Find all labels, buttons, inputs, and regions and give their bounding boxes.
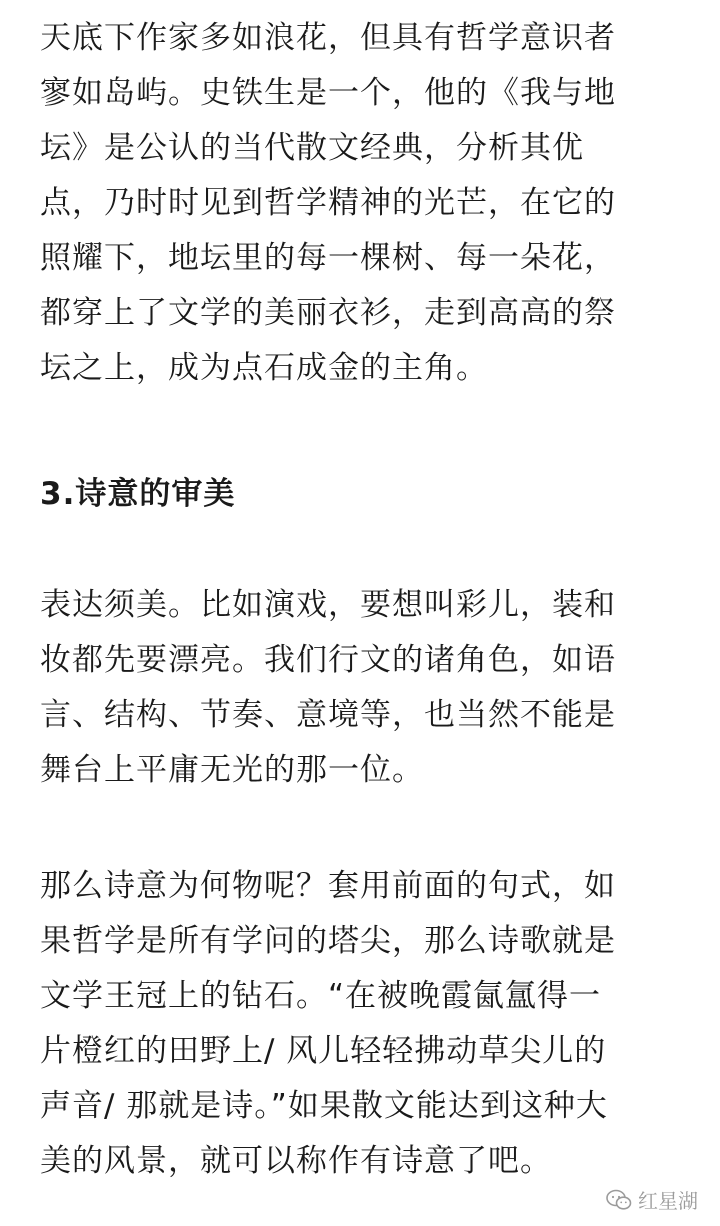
watermark-text: 红星湖 <box>638 1189 698 1213</box>
text-line: 那么诗意为何物呢？套用前面的句式，如 <box>40 868 616 904</box>
text-line: 言、结构、节奏、意境等，也当然不能是 <box>40 697 616 733</box>
text-line: 声音/ 那就是诗。”如果散文能达到这种大 <box>40 1088 608 1124</box>
text-line: 坛之上，成为点石成金的主角。 <box>40 350 488 386</box>
text-line: 片橙红的田野上/ 风儿轻轻拂动草尖儿的 <box>40 1033 607 1069</box>
section-heading: 3.诗意的审美 <box>40 476 236 512</box>
text-line: 果哲学是所有学问的塔尖，那么诗歌就是 <box>40 923 616 959</box>
text-line: 照耀下，地坛里的每一棵树、每一朵花， <box>40 240 616 276</box>
watermark <box>606 1185 698 1214</box>
text-line: 文学王冠上的钻石。“在被晚霞氤氲得一 <box>40 978 602 1014</box>
paragraph-1 <box>40 11 616 396</box>
text-line: 坛》是公认的当代散文经典，分析其优 <box>40 130 584 166</box>
wechat-icon <box>606 1189 632 1211</box>
text-line: 表达须美。比如演戏，要想叫彩儿，装和 <box>40 587 616 623</box>
text-line: 点，乃时时见到哲学精神的光芒，在它的 <box>40 185 616 221</box>
text-line: 美的风景，就可以称作有诗意了吧。 <box>40 1143 552 1179</box>
text-line: 妆都先要漂亮。我们行文的诸角色，如语 <box>40 642 616 678</box>
text-line: 寥如岛屿。史铁生是一个，他的《我与地 <box>40 75 616 111</box>
paragraph-3 <box>40 859 616 1189</box>
text-line: 都穿上了文学的美丽衣衫，走到高高的祭 <box>40 295 616 331</box>
text-line: 舞台上平庸无光的那一位。 <box>40 752 424 788</box>
paragraph-2 <box>40 578 616 798</box>
text-line: 天底下作家多如浪花，但具有哲学意识者 <box>40 20 616 56</box>
